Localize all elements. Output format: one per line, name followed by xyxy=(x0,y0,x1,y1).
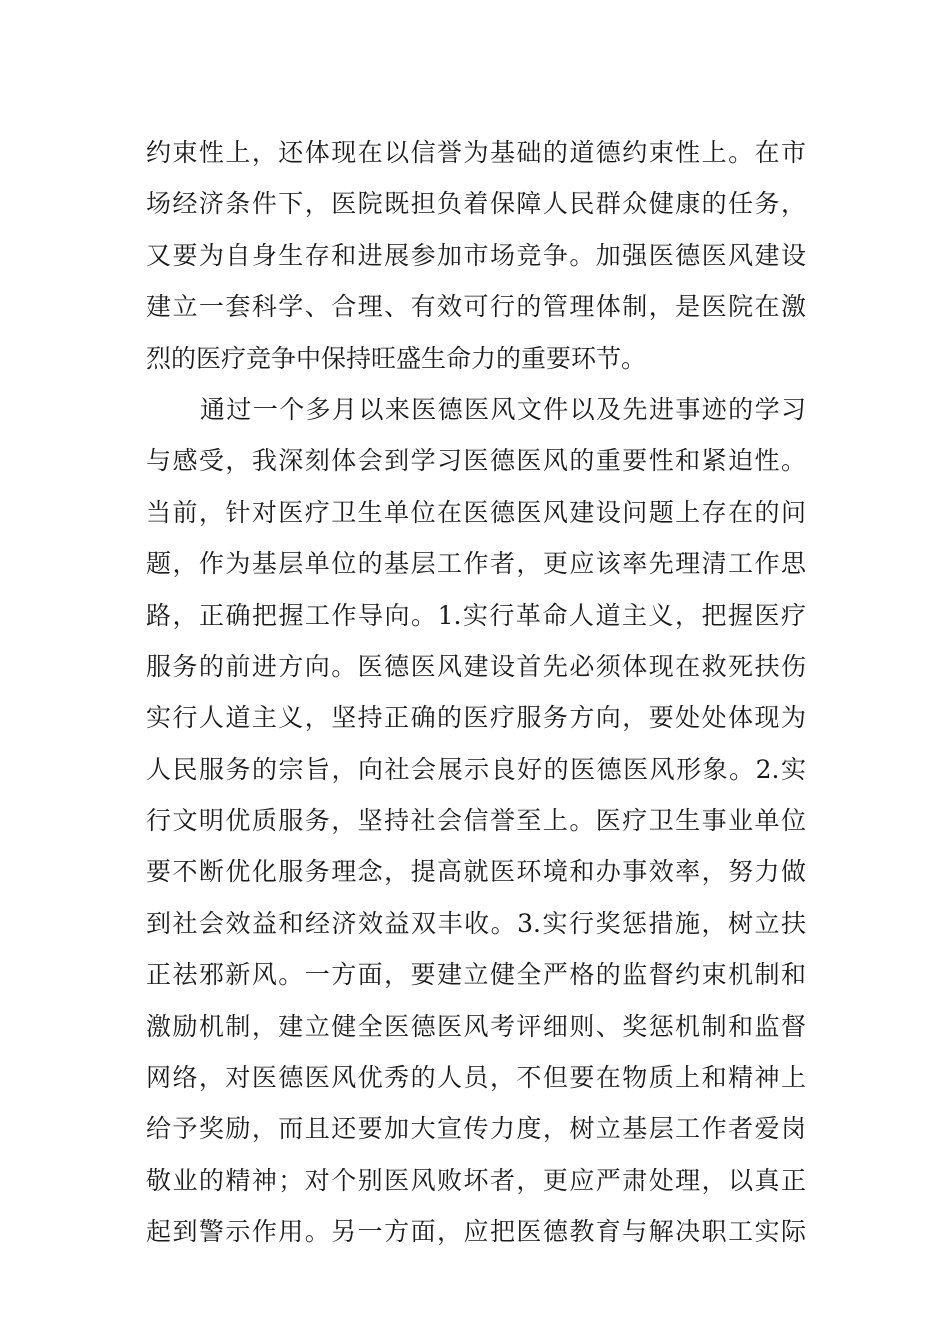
text-line: 行文明优质服务，坚持社会信誉至上。医疗卫生事业单位 xyxy=(146,806,806,836)
text-line: 服务的前进方向。医德医风建设首先必须体现在救死扶伤 xyxy=(146,651,806,681)
text-line: 约束性上，还体现在以信誉为基础的道德约束性上。在市 xyxy=(146,138,806,167)
text-line: 实行人道主义，坚持正确的医疗服务方向，要处处体现为 xyxy=(146,703,806,733)
text-line: 敬业的精神；对个别医风败坏者，更应严肃处理，以真正 xyxy=(146,1165,806,1195)
text-line: 人民服务的宗旨，向社会展示良好的医德医风形象。2.实 xyxy=(146,754,806,784)
text-line: 题，作为基层单位的基层工作者，更应该率先理清工作思 xyxy=(146,549,806,579)
text-line: 网络，对医德医风优秀的人员，不但要在物质上和精神上 xyxy=(146,1063,806,1093)
text-line: 正祛邪新风。一方面，要建立健全严格的监督约束机制和 xyxy=(146,960,806,990)
paragraph-first-line: 通过一个多月以来医德医风文件以及先进事迹的学习 xyxy=(200,394,806,424)
text-line: 激励机制，建立健全医德医风考评细则、奖惩机制和监督 xyxy=(146,1011,806,1041)
text-line: 烈的医疗竞争中保持旺盛生命力的重要环节。 xyxy=(146,343,647,373)
text-line: 起到警示作用。另一方面，应把医德教育与解决职工实际 xyxy=(146,1217,806,1247)
text-line: 到社会效益和经济效益双丰收。3.实行奖惩措施，树立扶 xyxy=(146,908,806,938)
text-line: 给予奖励，而且还要加大宣传力度，树立基层工作者爱岗 xyxy=(146,1114,806,1144)
text-line: 与感受，我深刻体会到学习医德医风的重要性和紧迫性。 xyxy=(146,446,806,476)
text-line: 当前，针对医疗卫生单位在医德医风建设问题上存在的问 xyxy=(146,497,806,527)
text-line: 要不断优化服务理念，提高就医环境和办事效率，努力做 xyxy=(146,857,806,887)
body-text xyxy=(146,127,806,1258)
text-line: 又要为自身生存和进展参加市场竞争。加强医德医风建设 xyxy=(146,240,806,270)
text-line: 场经济条件下，医院既担负着保障人民群众健康的任务， xyxy=(146,189,806,219)
text-line: 路，正确把握工作导向。1.实行革命人道主义，把握医疗 xyxy=(146,600,806,630)
text-line: 建立一套科学、合理、有效可行的管理体制，是医院在激 xyxy=(146,292,806,322)
